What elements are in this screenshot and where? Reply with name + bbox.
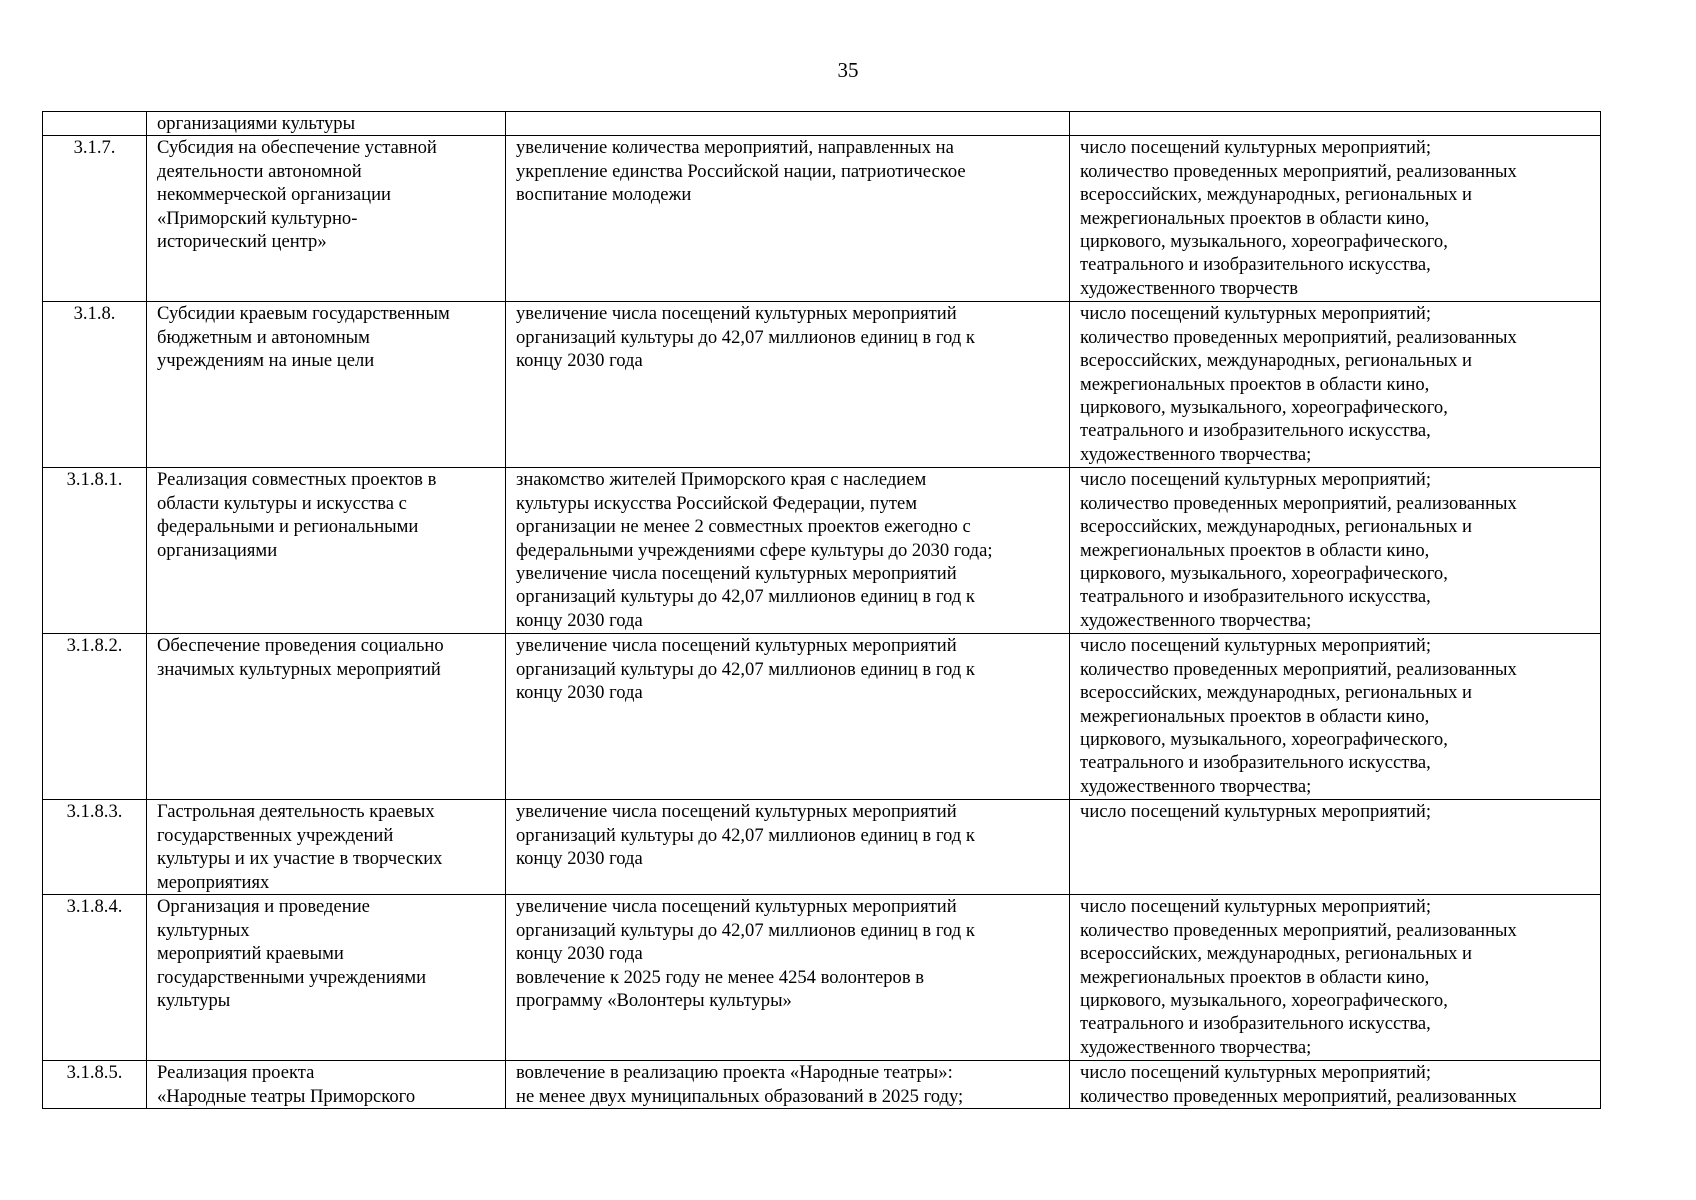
event-name-line: мероприятиях (157, 871, 270, 893)
event-name-cell (147, 302, 506, 468)
expected-result-cell (506, 634, 1070, 800)
indicator-cell (1070, 634, 1601, 800)
indicator-line: всероссийских, международных, региональных и (1080, 184, 1472, 206)
table-row (43, 800, 1601, 895)
row-number: 3.1.8.4. (66, 896, 123, 918)
indicator-line: художественного творчества; (1080, 609, 1312, 631)
expected-result-line: воспитание молодежи (516, 184, 692, 206)
indicator-line: количество проведенных мероприятий, реализованных (1080, 1085, 1517, 1107)
event-name-line: учреждениям на иные цели (157, 350, 375, 372)
event-name-line: значимых культурных мероприятий (157, 658, 441, 680)
expected-result-cell (506, 136, 1070, 302)
indicator-cell (1070, 895, 1601, 1061)
event-name-line: некоммерческой организации (157, 184, 391, 206)
expected-result-line: знакомство жителей Приморского края с наследием (516, 469, 927, 491)
expected-result-line: программу «Волонтеры культуры» (516, 990, 792, 1012)
indicator-line: межрегиональных проектов в области кино, (1080, 373, 1430, 395)
row-number: 3.1.8.2. (66, 635, 123, 657)
indicator-line: число посещений культурных мероприятий; (1080, 635, 1432, 657)
event-name-line: Обеспечение проведения социально (157, 635, 444, 657)
indicator-line: художественного творчеств (1080, 277, 1299, 299)
expected-result-line: увеличение числа посещений культурных мероприятий (516, 801, 957, 823)
event-name-line: бюджетным и автономным (157, 326, 370, 348)
indicator-line: число посещений культурных мероприятий; (1080, 303, 1432, 325)
expected-result-line: федеральными учреждениями сфере культуры до 2030 года; (516, 539, 993, 561)
event-name-line: Субсидия на обеспечение уставной (157, 137, 437, 159)
expected-result-line: укрепление единства Российской нации, патриотическое (516, 160, 966, 182)
indicator-cell (1070, 112, 1601, 136)
expected-result-cell (506, 468, 1070, 634)
indicator-line: межрегиональных проектов в области кино, (1080, 539, 1430, 561)
indicator-line: всероссийских, международных, региональных и (1080, 943, 1472, 965)
expected-result-cell (506, 112, 1070, 136)
expected-result-line: вовлечение к 2025 году не менее 4254 волонтеров в (516, 966, 925, 988)
event-name-cell (147, 112, 506, 136)
indicator-line: театрального и изобразительного искусства, (1080, 752, 1431, 774)
row-number: 3.1.8. (73, 303, 116, 325)
event-name-line: Субсидии краевым государственным (157, 303, 450, 325)
table-row (43, 136, 1601, 302)
indicator-line: циркового, музыкального, хореографического, (1080, 990, 1448, 1012)
expected-result-line: увеличение числа посещений культурных мероприятий (516, 896, 957, 918)
row-number: 3.1.7. (73, 137, 116, 159)
event-name-line: государственных учреждений (157, 824, 394, 846)
expected-result-line: увеличение количества мероприятий, направленных на (516, 137, 954, 159)
program-table (42, 111, 1601, 1109)
indicator-line: количество проведенных мероприятий, реализованных (1080, 492, 1517, 514)
row-number-cell (43, 112, 147, 136)
expected-result-cell (506, 1061, 1070, 1109)
indicator-line: театрального и изобразительного искусства, (1080, 420, 1431, 442)
indicator-line: художественного творчества; (1080, 775, 1312, 797)
page-number: 35 (837, 58, 859, 82)
expected-result-line: организаций культуры до 42,07 миллионов единиц в год к (516, 824, 975, 846)
event-name-cell (147, 1061, 506, 1109)
indicator-line: количество проведенных мероприятий, реализованных (1080, 326, 1517, 348)
expected-result-line: увеличение числа посещений культурных мероприятий (516, 563, 957, 585)
row-number-cell (43, 136, 147, 302)
indicator-line: число посещений культурных мероприятий; (1080, 801, 1432, 823)
event-name-line: организациями (157, 539, 278, 561)
event-name-line: Организация и проведение (157, 896, 370, 918)
indicator-cell (1070, 136, 1601, 302)
indicator-line: циркового, музыкального, хореографического, (1080, 397, 1448, 419)
event-name-cell (147, 468, 506, 634)
event-name-cell (147, 634, 506, 800)
event-name-line: Реализация совместных проектов в (157, 469, 437, 491)
indicator-line: художественного творчества; (1080, 443, 1312, 465)
row-number: 3.1.8.5. (66, 1062, 123, 1084)
table-row (43, 634, 1601, 800)
row-number-cell (43, 895, 147, 1061)
expected-result-line: организации не менее 2 совместных проектов ежегодно с (516, 516, 971, 538)
expected-result-cell (506, 895, 1070, 1061)
indicator-line: число посещений культурных мероприятий; (1080, 137, 1432, 159)
expected-result-line: концу 2030 года (516, 350, 643, 372)
indicator-line: количество проведенных мероприятий, реализованных (1080, 919, 1517, 941)
indicator-line: театрального и изобразительного искусства, (1080, 254, 1431, 276)
row-number-cell (43, 302, 147, 468)
indicator-line: количество проведенных мероприятий, реализованных (1080, 658, 1517, 680)
expected-result-line: культуры искусства Российской Федерации, путем (516, 492, 918, 514)
indicator-line: число посещений культурных мероприятий; (1080, 896, 1432, 918)
indicator-line: межрегиональных проектов в области кино, (1080, 966, 1430, 988)
event-name-line: «Приморский культурно- (157, 207, 358, 229)
table-row (43, 1061, 1601, 1109)
indicator-line: театрального и изобразительного искусства, (1080, 1013, 1431, 1035)
expected-result-cell (506, 302, 1070, 468)
expected-result-line: организаций культуры до 42,07 миллионов единиц в год к (516, 658, 975, 680)
indicator-line: театрального и изобразительного искусства, (1080, 586, 1431, 608)
row-number: 3.1.8.3. (66, 801, 123, 823)
indicator-line: художественного творчества; (1080, 1036, 1312, 1058)
event-name-line: области культуры и искусства с (157, 492, 407, 514)
indicator-line: всероссийских, международных, региональных и (1080, 516, 1472, 538)
expected-result-line: организаций культуры до 42,07 миллионов единиц в год к (516, 919, 975, 941)
event-name-line: Гастрольная деятельность краевых (157, 801, 435, 823)
table-row (43, 302, 1601, 468)
event-name-cell (147, 800, 506, 895)
row-number-cell (43, 634, 147, 800)
row-number-cell (43, 1061, 147, 1109)
indicator-line: число посещений культурных мероприятий; (1080, 469, 1432, 491)
event-name-line: культуры (157, 990, 231, 1012)
expected-result-line: концу 2030 года (516, 682, 643, 704)
event-name-line: деятельности автономной (157, 160, 362, 182)
expected-result-line: организаций культуры до 42,07 миллионов единиц в год к (516, 326, 975, 348)
indicator-line: межрегиональных проектов в области кино, (1080, 705, 1430, 727)
event-name-line: культурных (157, 919, 250, 941)
expected-result-line: увеличение числа посещений культурных мероприятий (516, 635, 957, 657)
indicator-line: количество проведенных мероприятий, реализованных (1080, 160, 1517, 182)
indicator-line: межрегиональных проектов в области кино, (1080, 207, 1430, 229)
indicator-line: циркового, музыкального, хореографического, (1080, 563, 1448, 585)
table-row (43, 468, 1601, 634)
expected-result-line: концу 2030 года (516, 848, 643, 870)
indicator-cell (1070, 1061, 1601, 1109)
event-name-line: Реализация проекта (157, 1062, 315, 1084)
event-name-line: государственными учреждениями (157, 966, 427, 988)
table-row (43, 112, 1601, 136)
row-number: 3.1.8.1. (66, 469, 123, 491)
indicator-line: циркового, музыкального, хореографического, (1080, 231, 1448, 253)
indicator-line: число посещений культурных мероприятий; (1080, 1062, 1432, 1084)
row-number-cell (43, 800, 147, 895)
indicator-cell (1070, 800, 1601, 895)
expected-result-line: увеличение числа посещений культурных мероприятий (516, 303, 957, 325)
event-name-line: «Народные театры Приморского (157, 1085, 416, 1107)
event-name-line: мероприятий краевыми (157, 943, 344, 965)
indicator-line: циркового, музыкального, хореографического, (1080, 729, 1448, 751)
expected-result-cell (506, 800, 1070, 895)
indicator-line: всероссийских, международных, региональных и (1080, 682, 1472, 704)
expected-result-line: концу 2030 года (516, 943, 643, 965)
event-name-cell (147, 895, 506, 1061)
expected-result-line: вовлечение в реализацию проекта «Народные театры»: (516, 1062, 953, 1084)
event-name-cell (147, 136, 506, 302)
expected-result-line: концу 2030 года (516, 609, 643, 631)
event-name-line: исторический центр» (157, 231, 327, 253)
row-number-cell (43, 468, 147, 634)
event-name-line: федеральными и региональными (157, 516, 419, 538)
indicator-cell (1070, 468, 1601, 634)
expected-result-line: организаций культуры до 42,07 миллионов единиц в год к (516, 586, 975, 608)
indicator-line: всероссийских, международных, региональных и (1080, 350, 1472, 372)
table-row (43, 895, 1601, 1061)
event-name-line: культуры и их участие в творческих (157, 848, 443, 870)
event-name-line: организациями культуры (157, 113, 356, 134)
expected-result-line: не менее двух муниципальных образований в 2025 году; (516, 1085, 964, 1107)
indicator-cell (1070, 302, 1601, 468)
